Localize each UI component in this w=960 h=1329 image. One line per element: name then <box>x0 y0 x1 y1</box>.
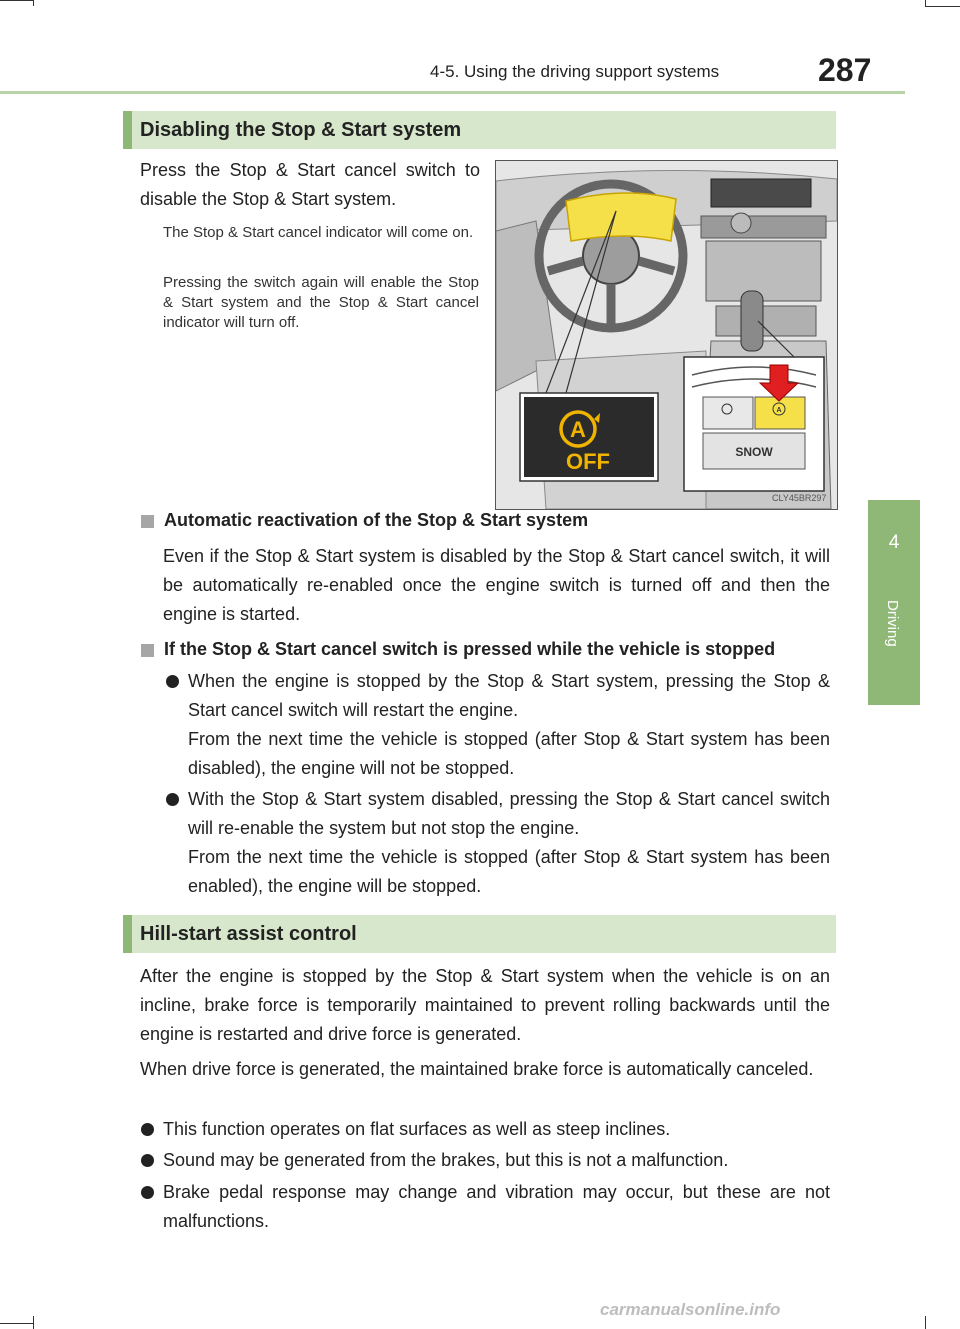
crop-mark <box>33 1316 34 1329</box>
bullet-dot-icon <box>166 793 179 806</box>
chapter-tab-label: Driving <box>884 600 901 647</box>
body-paragraph: Even if the Stop & Start system is disabled by the Stop & Start cancel switch, it will be automatically re-enabled once the engine switch is turned off and then the engine is started. <box>163 546 830 624</box>
section-heading: Disabling the Stop & Start system <box>140 119 462 141</box>
page-number: 287 <box>818 52 872 88</box>
section-heading: Hill-start assist control <box>140 923 357 945</box>
crop-mark <box>0 1323 33 1324</box>
note-paragraph: Pressing the switch again will enable the Stop & Start system and the Stop & Start cancel indicator will turn off. <box>163 274 479 331</box>
header-rule <box>0 91 905 94</box>
crop-mark <box>33 0 34 6</box>
crop-mark <box>925 1316 926 1329</box>
bullet-subtext: From the next time the vehicle is stopped (after Stop & Start system has been enabled), the engine will be stopped. <box>188 847 830 896</box>
body-paragraph: When drive force is generated, the maintained brake force is automatically canceled. <box>140 1059 814 1079</box>
bullet-dot-icon <box>141 1186 154 1199</box>
bullet-dot-icon <box>166 675 179 688</box>
subheading: If the Stop & Start cancel switch is pressed while the vehicle is stopped <box>164 639 776 659</box>
snow-switch-label: SNOW <box>735 445 773 459</box>
bullet-dot-icon <box>141 1154 154 1167</box>
dashboard-drawing <box>496 161 837 509</box>
header-section-title: 4-5. Using the driving support systems <box>430 62 720 81</box>
subheading: Automatic reactivation of the Stop & Start system <box>164 510 589 530</box>
figure-code: CLY45BR297 <box>772 493 827 503</box>
chapter-tab-number: 4 <box>888 532 900 553</box>
svg-text:A: A <box>570 417 586 442</box>
svg-text:A: A <box>776 407 782 414</box>
indicator-off-text: OFF <box>566 449 610 474</box>
bullet-dot-icon <box>141 1123 154 1136</box>
bullet-text: When the engine is stopped by the Stop & Start system, pressing the Stop & Start cancel switch will restart the engine. <box>188 671 830 720</box>
bullet-text: Brake pedal response may change and vibration may occur, but these are not malfunctions. <box>163 1182 830 1231</box>
body-paragraph: After the engine is stopped by the Stop & Start system when the vehicle is on an incline, brake force is temporarily maintained to prevent rolling backwards until the engine is restarted and drive force is generated. <box>140 966 830 1044</box>
dashboard-illustration <box>495 160 838 510</box>
bullet-text: Sound may be generated from the brakes, but this is not a malfunction. <box>163 1150 729 1170</box>
crop-mark <box>925 6 960 7</box>
section-heading-bar <box>123 915 836 953</box>
square-bullet-icon <box>141 644 154 657</box>
section-heading-bar <box>123 111 836 149</box>
intro-paragraph: Press the Stop & Start cancel switch to disable the Stop & Start system. <box>140 160 480 209</box>
bullet-text: With the Stop & Start system disabled, pressing the Stop & Start cancel switch will re-enable the system but not stop the engine. <box>188 789 830 838</box>
square-bullet-icon <box>141 515 154 528</box>
footer-watermark: carmanualsonline.info <box>600 1300 781 1319</box>
chapter-tab-label-wrap <box>877 600 917 670</box>
crop-mark <box>0 0 33 1</box>
bullet-text: This function operates on flat surfaces as well as steep inclines. <box>163 1119 671 1139</box>
note-paragraph: The Stop & Start cancel indicator will come on. <box>163 224 474 241</box>
bullet-subtext: From the next time the vehicle is stopped (after Stop & Start system has been disabled), the engine will not be stopped. <box>188 729 830 778</box>
